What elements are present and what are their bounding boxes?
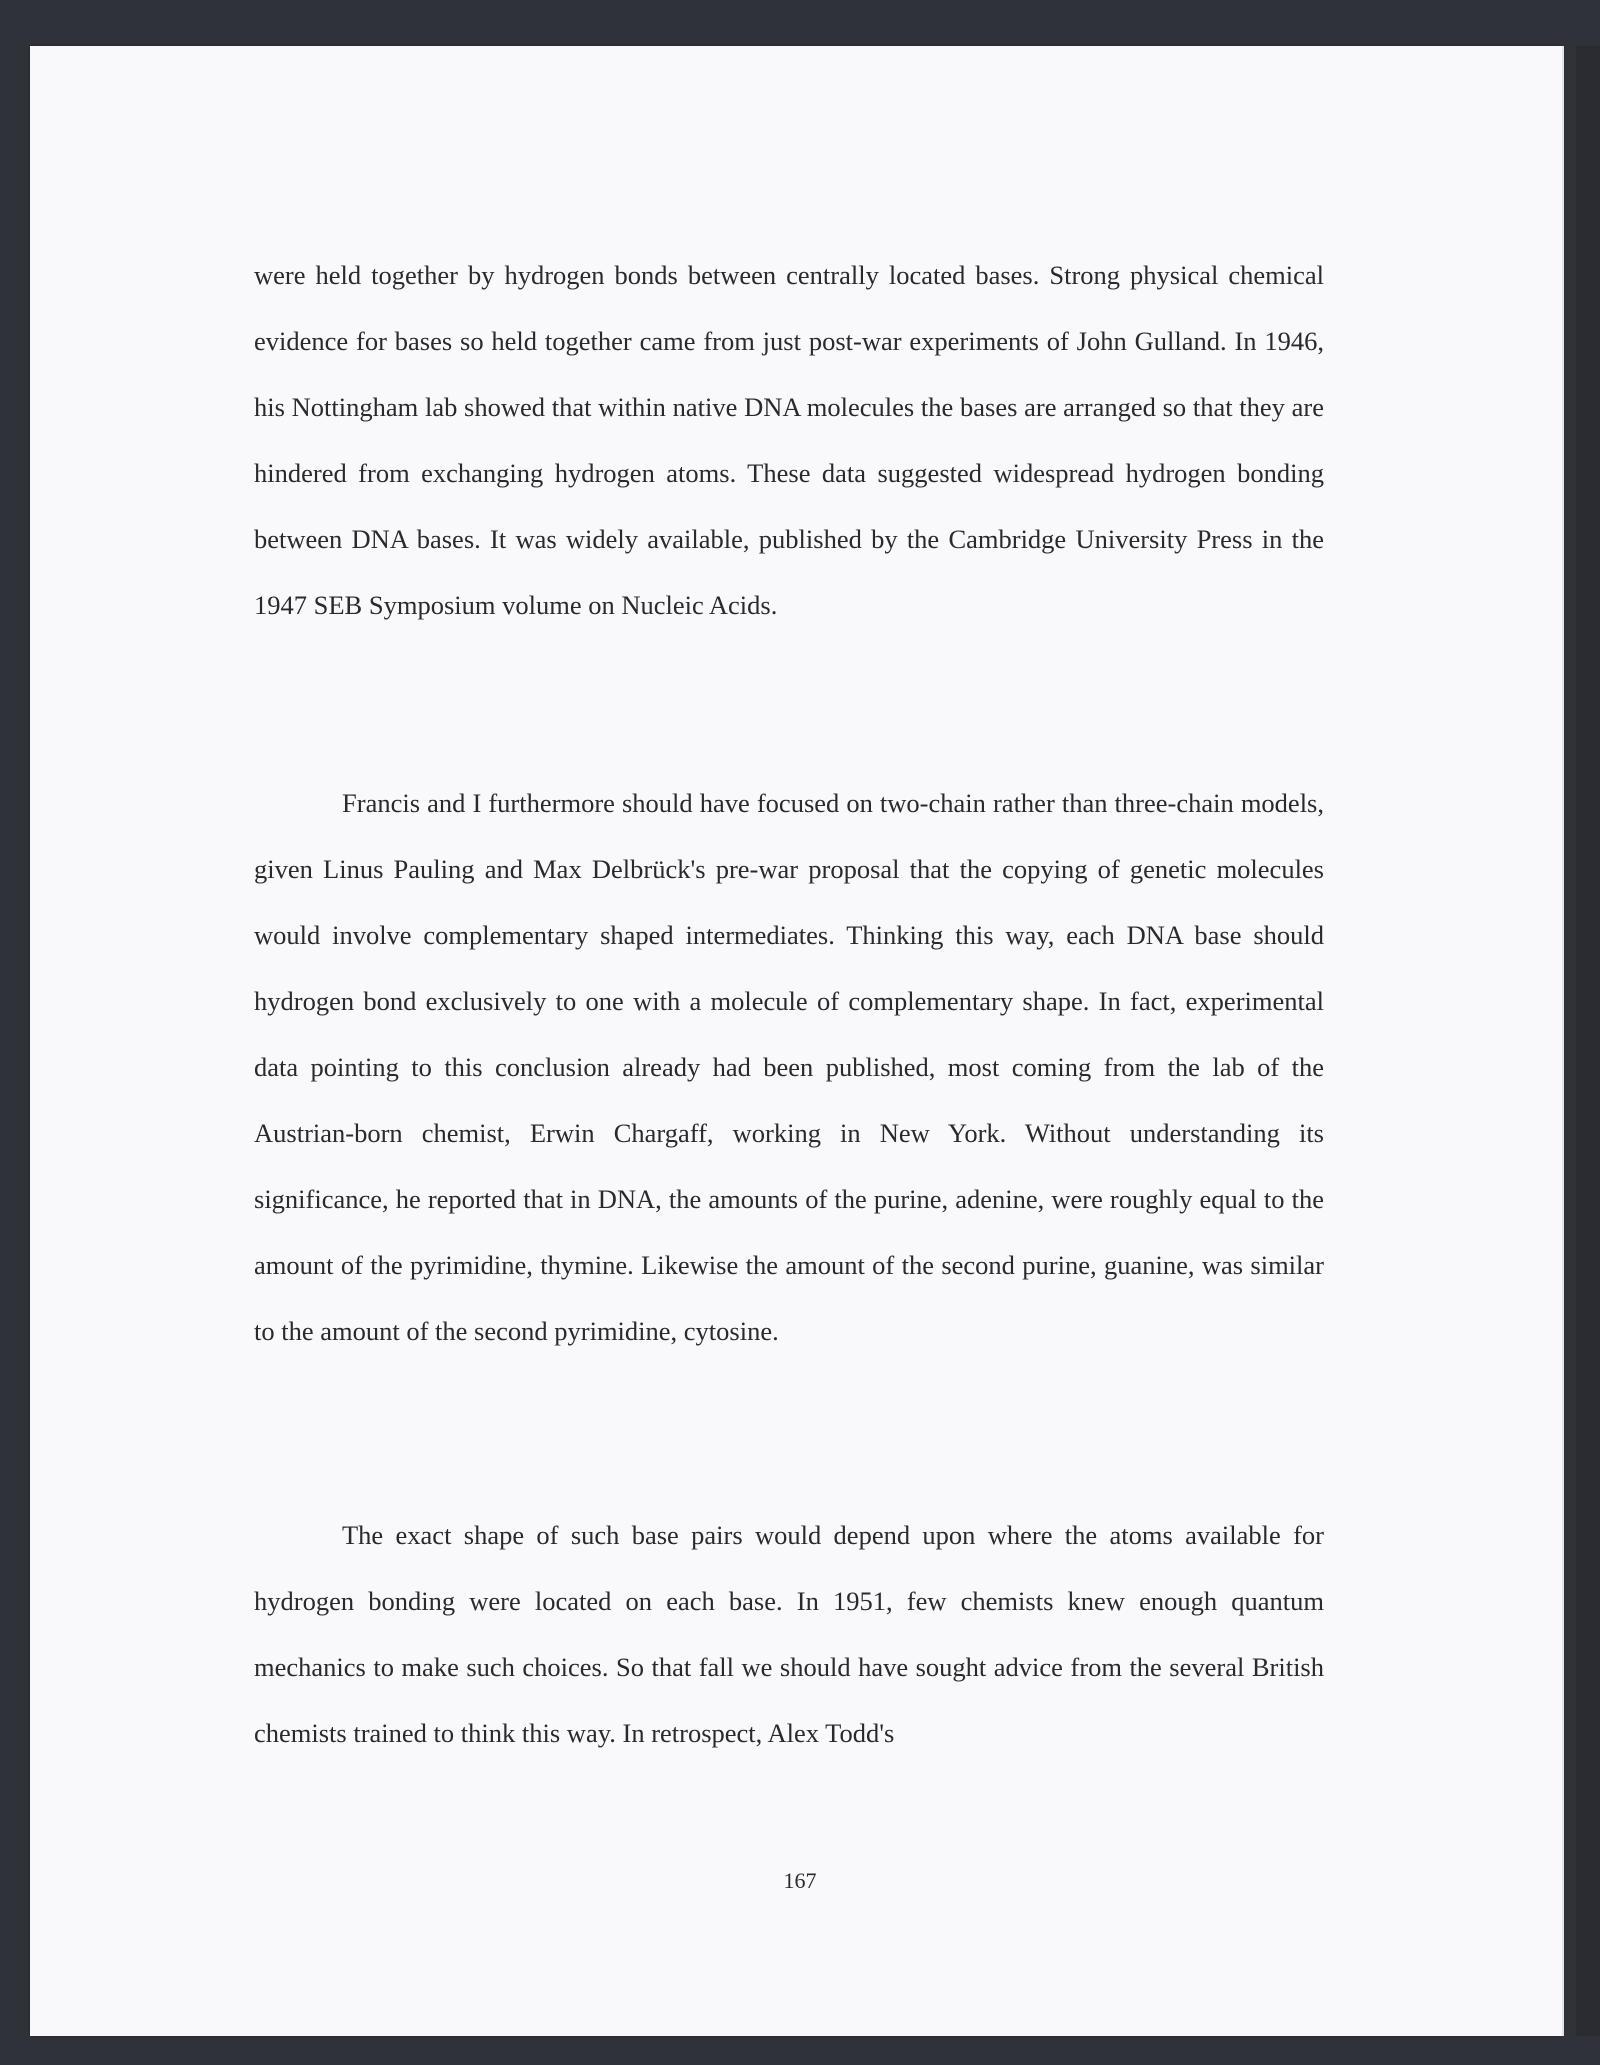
paragraph-1: were held together by hydrogen bonds between centrally located bases. Strong physical chemical evidence for bases so held together came from just post-war experiments of John Gulland. In 1946, his Nottingham lab showed that within native DNA molecules the bases are arranged so that they are hindered from exchanging hydrogen atoms. These data suggested widespread hydrogen bonding between DNA bases. It was widely available, published by the Cambridge University Press in the 1947 SEB Symposium volume on Nucleic Acids.	[254, 260, 1324, 620]
page-number: 167	[783, 1868, 817, 1893]
sheet-edge-shadow	[1576, 46, 1600, 2036]
paragraph-2: Francis and I furthermore should have focused on two-chain rather than three-chain models, given Linus Pauling and Max Delbrück's pre-war proposal that the copying of genetic molecules would involve complementary shaped intermediates. Thinking this way, each DNA base should hydrogen bond exclusively to one with a molecule of complementary shape. In fact, experimental data pointing to this conclusion already had been published, most coming from the lab of the Austrian-born chemist, Erwin Chargaff, working in New York. Without understanding its significance, he reported that in DNA, the amounts of the purine, adenine, were roughly equal to the amount of the pyrimidine, thymine. Likewise the amount of the second purine, guanine, was similar to the amount of the second pyrimidine, cytosine.	[254, 788, 1324, 1346]
paragraph-3: The exact shape of such base pairs would depend upon where the atoms available for hydrogen bonding were located on each base. In 1951, few chemists knew enough quantum mechanics to make such choices. So that fall we should have sought advice from the several British chemists trained to think this way. In retrospect, Alex Todd's	[254, 1520, 1324, 1748]
